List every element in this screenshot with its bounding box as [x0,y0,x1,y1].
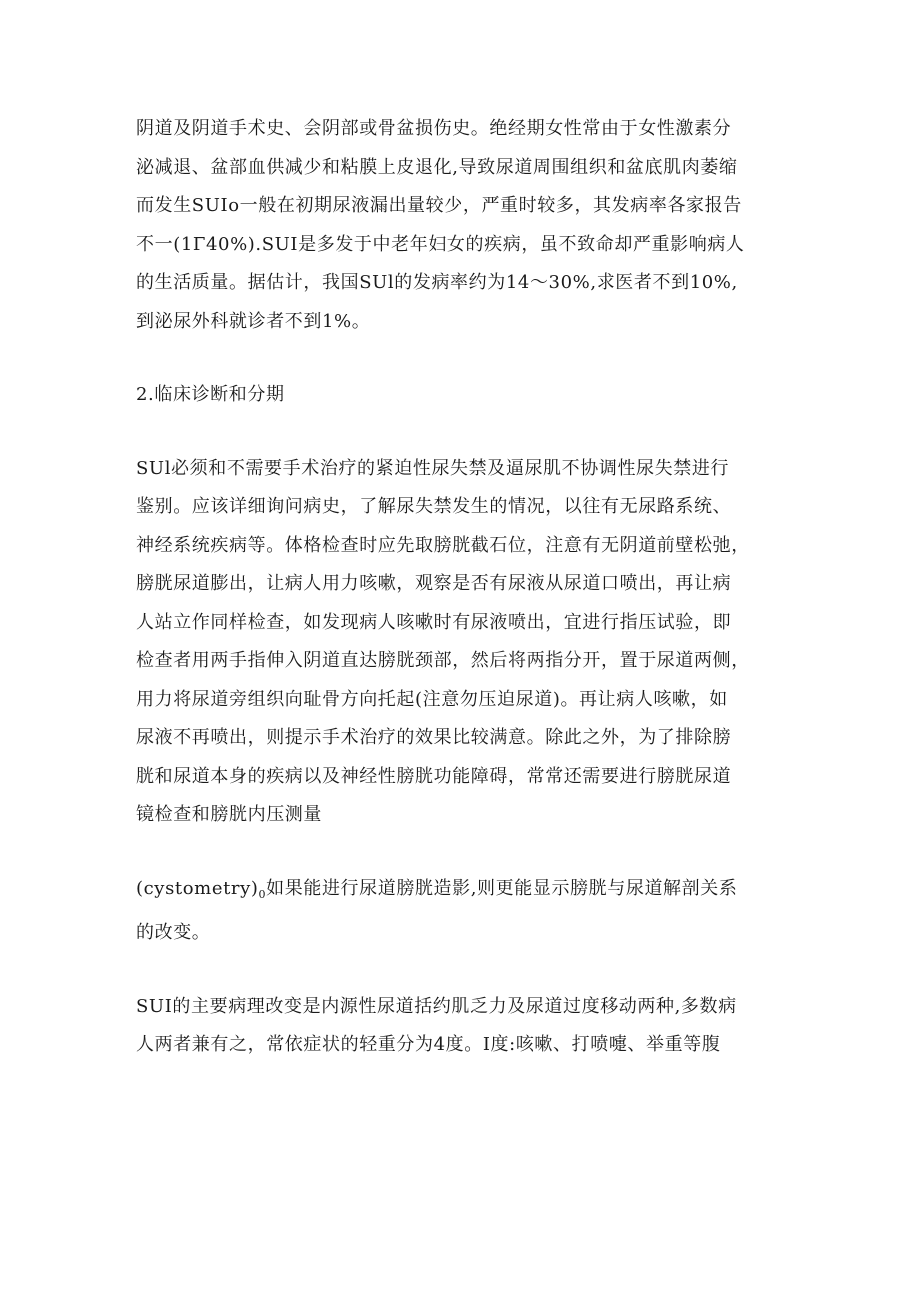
cystometry-continuation: 如果能进行尿道膀胱造影,则更能显示膀胱与尿道解剖关系 [266,877,738,899]
text-line: 到泌尿外科就诊者不到1%。 [136,310,371,332]
text-line: 人站立作同样检查，如发现病人咳嗽时有尿液喷出，宜进行指压试验，即 [136,611,732,633]
text-line: SUl必须和不需要手术治疗的紧迫性尿失禁及逼尿肌不协调性尿失禁进行 [136,457,730,479]
text-line: 的生活质量。据估计，我国SUl的发病率约为14～30%,求医者不到10%, [136,272,738,293]
text-line: 人两者兼有之，常依症状的轻重分为4度。I度:咳嗽、打喷嚏、举重等腹 [136,1034,721,1055]
text-line: 不一(1Γ40%).SUI是多发于中老年妇女的疾病，虽不致命却严重影响病人 [136,233,745,255]
paragraph-diagnosis [136,450,800,835]
text-line: 阴道及阴道手术史、会阴部或骨盆损伤史。绝经期女性常由于女性激素分 [136,118,732,139]
text-line: 而发生SUIo一般在初期尿液漏出量较少，严重时较多，其发病率各家报告 [136,195,742,216]
cystometry-term: (cystometry) [136,877,259,899]
section-heading [136,376,800,415]
text-line: 尿液不再喷出，则提示手术治疗的效果比较满意。除此之外，为了排除膀 [136,727,732,748]
text-line: 用力将尿道旁组织向耻骨方向托起(注意勿压迫尿道)。再让病人咳嗽，如 [136,688,728,710]
text-line: 神经系统疾病等。体格检查时应先取膀胱截石位，注意有无阴道前壁松弛， [136,534,750,556]
text-line: 鉴别。应该详细询问病史，了解尿失禁发生的情况，以往有无尿路系统、 [136,496,732,517]
text-line: 镜检查和膀胱内压测量 [136,804,322,825]
text-line: SUI的主要病理改变是内源性尿道括约肌乏力及尿道过度移动两种,多数病 [136,995,737,1017]
paragraph-pathology [136,988,800,1065]
text-line: 检查者用两手指伸入阴道直达膀胱颈部，然后将两指分开，置于尿道两侧， [136,650,750,671]
subscript-zero: 0 [258,887,267,901]
text-line: 泌减退、盆部血供减少和粘膜上皮退化,导致尿道周围组织和盆底肌肉萎缩 [136,156,738,178]
paragraph-cystometry [136,870,800,953]
text-line: 膀胱尿道膨出，让病人用力咳嗽，观察是否有尿液从尿道口喷出，再让病 [136,573,732,594]
text-line: 的改变。 [136,922,211,943]
text-line [136,870,800,915]
text-line: 胱和尿道本身的疾病以及神经性膀胱功能障碍，常常还需要进行膀胱尿道 [136,765,732,787]
paragraph-risk-factors [136,110,800,341]
heading-text: 2.临床诊断和分期 [136,384,285,405]
